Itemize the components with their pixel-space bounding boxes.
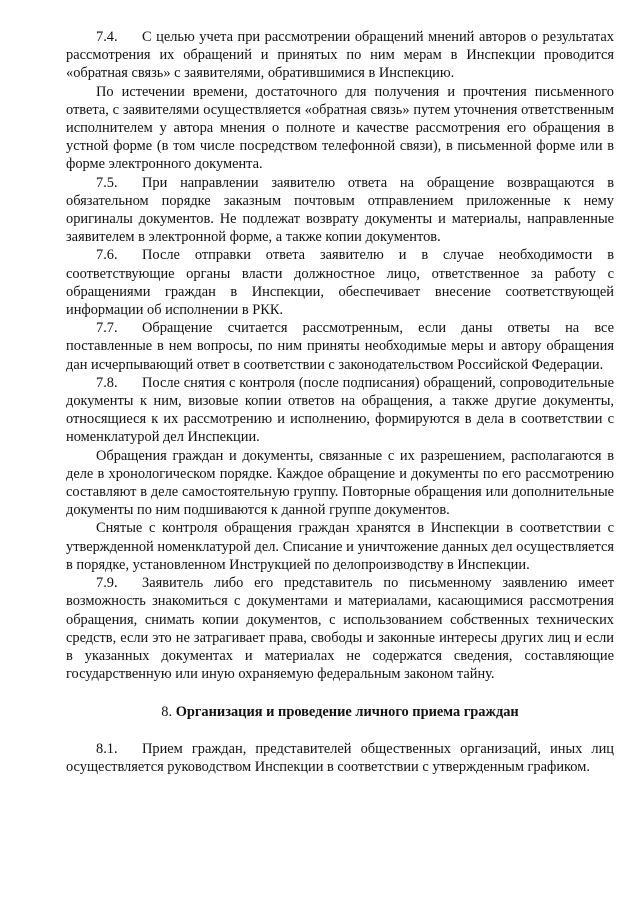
paragraph-8-1 (66, 740, 614, 776)
paragraph-text: После отправки ответа заявителю и в случае необходимости в соответствующие органы власти должностное лицо, ответственное за работу с обращениями граждан в Инспекции, обеспечивает внесение соответствующей информации об исполнении в РКК. (66, 247, 614, 319)
paragraph-7-7 (66, 319, 614, 374)
clause-number: 7.8. (96, 374, 118, 391)
paragraph-7-5 (66, 174, 614, 247)
clause-number: 8.1. (96, 740, 118, 757)
section-title: Организация и проведение личного приема граждан (175, 704, 519, 721)
paragraph-text: Заявитель либо его представитель по письменному заявлению имеет возможность знакомиться с документами и материалами, касающимися рассмотрения обращения, снимать копии документов, с использованием собственных технических средств, если это не затрагивает права, свободы и законные интересы других лиц и если в указанных документах и материалах не содержатся сведения, составляющие государственную или иную охраняемую федеральным законом тайну. (66, 575, 614, 683)
section-heading (66, 703, 614, 721)
paragraph-text: Снятые с контроля обращения граждан хранятся в Инспекции в соответствии с утвержденной номенклатурой дел. Списание и уничтожение данных дел осуществляется в порядке, установленном Инструкцией по делопроизводству в Инспекции. (66, 520, 614, 573)
clause-number: 7.4. (96, 29, 118, 45)
paragraph-text: Обращения граждан и документы, связанные с их разрешением, располагаются в деле в хронологическом порядке. Каждое обращение и документы по его рассмотрению составляют в деле самостоятельную группу. Повторные обращения или дополнительные документы по ним подшиваются к данной группе документов. (66, 447, 614, 519)
paragraph-7-6 (66, 246, 614, 319)
paragraph-text: После снятия с контроля (после подписания) обращений, сопроводительные документы к ним, визовые копии ответов на обращения, а также другие документы, относящиеся к их рассмотрению и исполнению, формируются в дела в соответствии с номенклатурой дел Инспекции. (66, 374, 614, 446)
clause-number: 7.7. (96, 320, 118, 337)
paragraph-text: Обращение считается рассмотренным, если даны ответы на все поставленные в нем вопросы, по ним приняты необходимые меры и автору обращения дан исчерпывающий ответ в соответствии с законодательством Российской Федерации. (66, 320, 614, 373)
clause-number: 7.9. (96, 575, 118, 592)
paragraph-7-4 (66, 28, 614, 83)
paragraph-text: При направлении заявителю ответа на обращение возвращаются в обязательном порядке заказным почтовым отправлением приложенные к нему оригиналы документов. Не подлежат возврату документы и материалы, направленные заявителем в электронной форме, а также копии документов. (66, 174, 614, 246)
paragraph-text: По истечении времени, достаточного для получения и прочтения письменного ответа, с заявителями осуществляется «обратная связь» путем уточнения ответственным исполнителем у автора мнения о полноте и качестве рассмотрения его обращения в устной форме (в том числе посредством телефонной связи), в письменной форме или в форме электронного документа. (66, 83, 614, 173)
section-number: 8. (161, 704, 173, 721)
document-page (66, 28, 614, 776)
clause-number: 7.6. (96, 247, 118, 264)
paragraph-7-8 (66, 374, 614, 447)
paragraph-7-4-cont (66, 83, 614, 174)
paragraph-7-8-cont-2 (66, 519, 614, 574)
paragraph-text: Прием граждан, представителей общественных организаций, иных лиц осуществляется руководством Инспекции в соответствии с утвержденным графиком. (66, 740, 614, 775)
paragraph-7-9 (66, 574, 614, 683)
paragraph-text: С целью учета при рассмотрении обращений мнений авторов о результатах рассмотрения их обращений и принятых по ним мерам в Инспекции проводится «обратная связь» с заявителями, обратившимися в Инспекцию. (66, 29, 614, 82)
clause-number: 7.5. (96, 174, 118, 191)
paragraph-7-8-cont-1 (66, 447, 614, 520)
